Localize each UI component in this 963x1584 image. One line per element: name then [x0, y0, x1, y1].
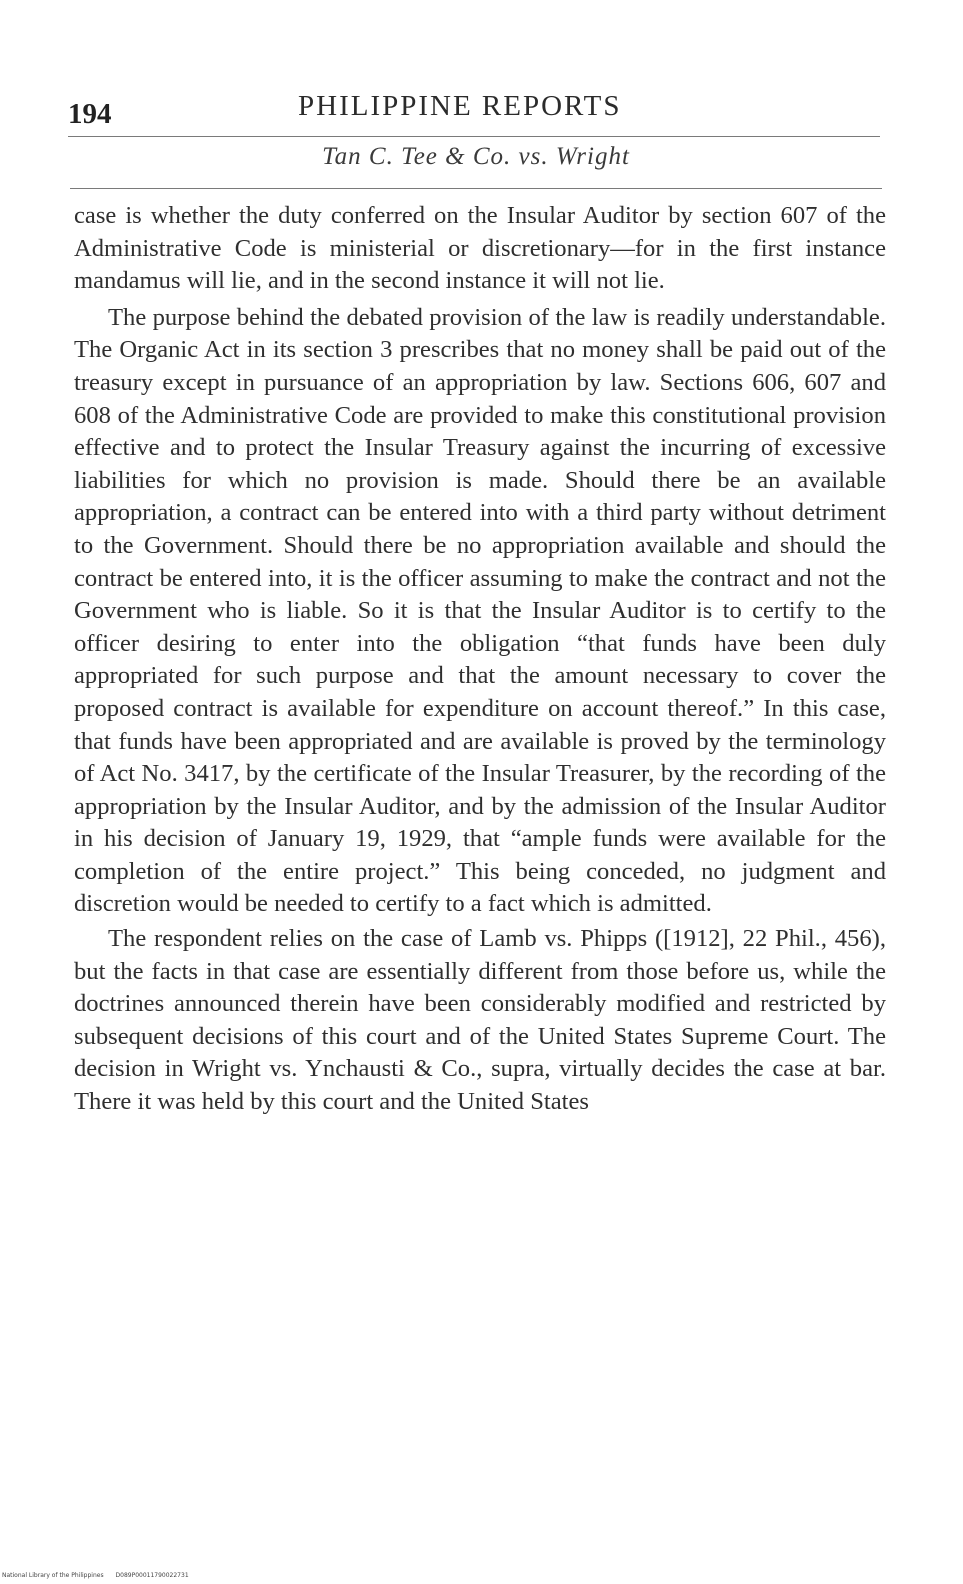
scan-credit	[2, 1572, 199, 1579]
page-header	[68, 90, 888, 134]
page-number: 194	[68, 98, 112, 130]
header-rule-top	[68, 136, 880, 137]
paragraph-respondent: The respondent relies on the case of Lamb vs. Phipps ([1912], 22 Phil., 456), but the facts in that case are essentially different from those before us, while the doctrines announced therein have been considerably modified and restricted by subsequent decisions of this court and of the United States Supreme Court. The decision in Wright vs. Ynchausti & Co., supra, virtually decides the case at bar. There it was held by this court and the United States	[74, 925, 886, 1116]
header-rule-bottom	[70, 188, 882, 189]
paragraph-purpose: The purpose behind the debated provision of the law is readily understandable. The Organic Act in its section 3 prescribes that no money shall be paid out of the treasury except in pursuance of an appropriation by law. Sections 606, 607 and 608 of the Administrative Code are provided to make this constitutional provision effective and to protect the Insular Treasury against the incurring of excessive liabilities for which no provision is made. Should there be an available appropriation, a contract can be entered into with a third party without detriment to the Government. Should there be no appropriation available and should the contract be entered into, it is the officer assuming to make the contract and not the Government who is liable. So it is that the Insular Auditor is to certify to the officer desiring to enter into the obligation “that funds have been duly appropriated for such purpose and that the amount necessary to cover the proposed contract is available for expenditure on account thereof.” In this case, that funds have been appropriated and are available is proved by the terminology of Act No. 3417, by the certificate of the Insular Treasurer, by the recording of the appropriation by the Insular Auditor, and by the admission of the Insular Auditor in his decision of January 19, 1929, that “ample funds were available for the completion of the entire project.” This being conceded, no judgment and discretion would be needed to certify to a fact which is admitted.	[74, 303, 886, 918]
case-caption: Tan C. Tee & Co. vs. Wright	[322, 143, 630, 170]
scan-code: D089P00011790022731	[115, 1572, 189, 1579]
library-name: National Library of the Philippines	[2, 1572, 104, 1579]
body-text	[74, 200, 886, 1119]
running-title: PHILIPPINE REPORTS	[298, 90, 622, 122]
paragraph-continuation: case is whether the duty conferred on the Insular Auditor by section 607 of the Administrative Code is ministerial or discretionary—for in the first instance mandamus will lie, and in the second instance it will not lie.	[74, 202, 886, 295]
